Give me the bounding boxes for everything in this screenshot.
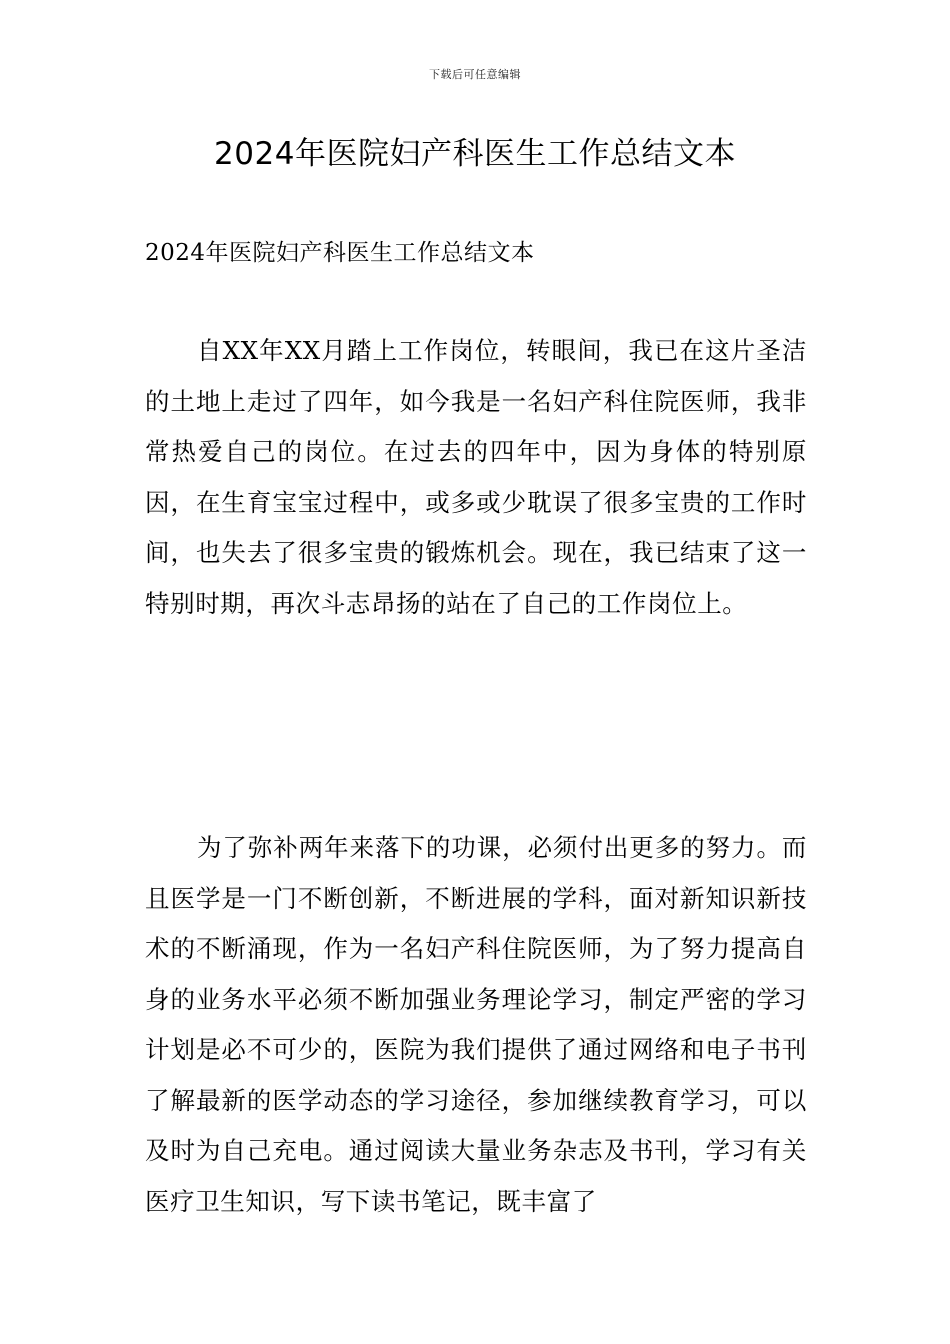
document-title: 2024年医院妇产科医生工作总结文本 [214, 136, 736, 172]
document-subtitle: 2024年医院妇产科医生工作总结文本 [145, 240, 535, 266]
body-paragraph: 为了弥补两年来落下的功课，必须付出更多的努力。而且医学是一门不断创新，不断进展的学科，面对新知识新技术的不断涌现，作为一名妇产科住院医师，为了努力提高自身的业务水平必须不断加强业务理论学习，制定严密的学习计划是必不可少的，医院为我们提供了通过网络和电子书刊了解最新的医学动态的学习途径，参加继续教育学习，可以及时为自己充电。通过阅读大量业务杂志及书刊，学习有关医疗卫生知识，写下读书笔记，既丰富了 [145, 833, 807, 1216]
header-note: 下载后可任意编辑 [429, 68, 521, 81]
body-paragraph: 自XX年XX月踏上工作岗位，转眼间，我已在这片圣洁的土地上走过了四年，如今我是一名妇产科住院医师，我非常热爱自己的岗位。在过去的四年中，因为身体的特别原因，在生育宝宝过程中，或多或少耽误了很多宝贵的工作时间，也失去了很多宝贵的锻炼机会。现在，我已结束了这一特别时期，再次斗志昂扬的站在了自己的工作岗位上。 [145, 336, 807, 618]
